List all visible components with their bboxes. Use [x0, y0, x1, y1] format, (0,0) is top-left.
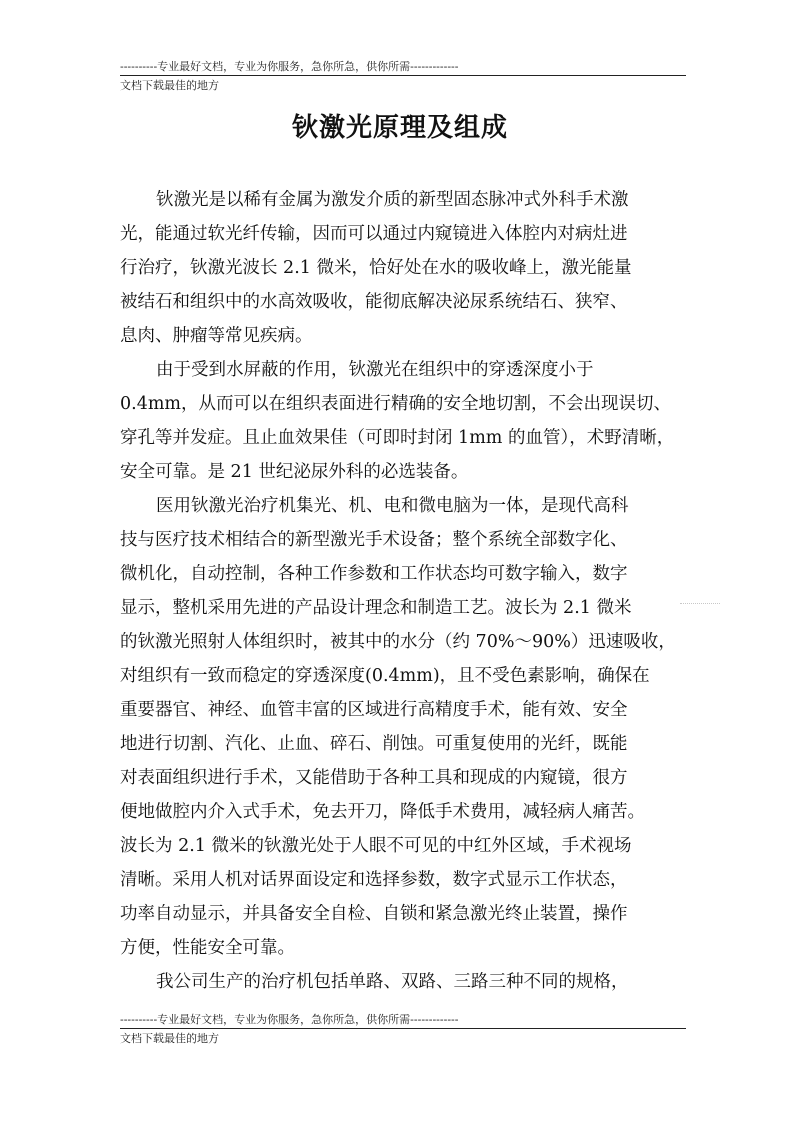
header-subtitle: 文档下载最佳的地方	[120, 79, 219, 92]
document-title: 钬激光原理及组成	[291, 113, 508, 143]
text-line: 波长为 2.1 微米的钬激光处于人眼不可见的中红外区域，手术视场	[120, 836, 632, 856]
text-line: 行治疗，钬激光波长 2.1 微米，恰好处在水的吸收峰上，激光能量	[120, 258, 632, 278]
paragraph	[120, 965, 686, 999]
text-line: 钬激光是以稀有金属为激发介质的新型固态脉冲式外科手术激	[156, 190, 629, 210]
paragraph	[120, 489, 686, 965]
text-line: 的钬激光照射人体组织时，被其中的水分（约 70%～90%）迅速吸收，	[120, 632, 676, 652]
document-body	[120, 183, 686, 999]
text-line: 被结石和组织中的水高效吸收，能彻底解决泌尿系统结石、狭窄、	[120, 292, 628, 312]
text-line: 微机化，自动控制，各种工作参数和工作状态均可数字输入，数字	[120, 564, 628, 584]
text-line: 显示，整机采用先进的产品设计理念和制造工艺。波长为 2.1 微米	[120, 598, 632, 618]
footer-rule	[120, 1028, 686, 1029]
text-line: 清晰。采用人机对话界面设定和选择参数，数字式显示工作状态，	[120, 870, 628, 890]
text-line: 方便，性能安全可靠。	[120, 938, 295, 958]
paragraph	[120, 183, 686, 353]
text-line: 光，能通过软光纤传输，因而可以通过内窥镜进入体腔内对病灶进	[120, 224, 628, 244]
text-line: 由于受到水屏蔽的作用，钬激光在组织中的穿透深度小于	[156, 360, 594, 380]
text-line: 对表面组织进行手术，又能借助于各种工具和现成的内窥镜，很方	[120, 768, 628, 788]
footer-subtitle: 文档下载最佳的地方	[120, 1032, 219, 1045]
text-line: 技与医疗技术相结合的新型激光手术设备；整个系统全部数字化、	[120, 530, 628, 550]
footer-tagline: ----------专业最好文档，专业为你服务，急你所急，供你所需-------------	[120, 1013, 459, 1026]
header-rule	[120, 75, 686, 76]
text-line: 穿孔等并发症。且止血效果佳（可即时封闭 1mm 的血管），术野清晰，	[120, 428, 675, 448]
text-line: 重要器官、神经、血管丰富的区域进行高精度手术，能有效、安全	[120, 700, 628, 720]
text-line: 对组织有一致而稳定的穿透深度(0.4mm)，且不受色素影响，确保在	[120, 666, 650, 686]
text-line: 0.4mm，从而可以在组织表面进行精确的安全地切割，不会出现误切、	[120, 394, 672, 414]
text-line: 功率自动显示，并具备安全自检、自锁和紧急激光终止装置，操作	[120, 904, 628, 924]
text-line: 便地做腔内介入式手术，免去开刀，降低手术费用，减轻病人痛苦。	[120, 802, 645, 822]
text-line: 我公司生产的治疗机包括单路、双路、三路三种不同的规格，	[156, 972, 629, 992]
text-line: 息肉、肿瘤等常见疾病。	[120, 326, 313, 346]
header-tagline: ----------专业最好文档，专业为你服务，急你所急，供你所需-------------	[120, 60, 459, 73]
text-line: 地进行切割、汽化、止血、碎石、削蚀。可重复使用的光纤，既能	[120, 734, 628, 754]
text-line: 安全可靠。是 21 世纪泌尿外科的必选装备。	[120, 462, 469, 482]
paragraph	[120, 353, 686, 489]
margin-dotted-mark	[680, 603, 720, 604]
text-line: 医用钬激光治疗机集光、机、电和微电脑为一体，是现代高科	[156, 496, 629, 516]
